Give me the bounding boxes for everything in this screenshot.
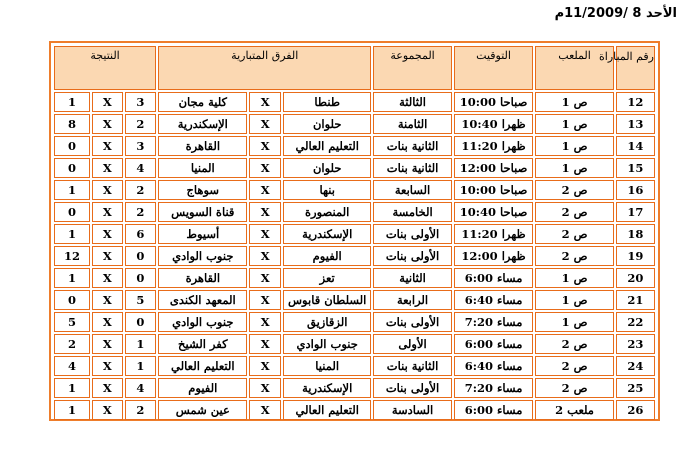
cell-score-a: 5 [125,290,157,310]
table-row [54,114,655,134]
cell-match-no: 19 [616,246,655,266]
cell-field: ص 1 [535,312,613,332]
cell-score-b: 1 [54,400,90,420]
cell-score-a: 6 [125,224,157,244]
cell-score-a: 0 [125,246,157,266]
cell-group: الأولى [373,334,451,354]
cell-score-separator: X [92,136,123,156]
cell-score-b: 8 [54,114,90,134]
cell-match-no: 25 [616,378,655,398]
cell-time: مساء 6:00 [454,334,534,354]
cell-group: الثالثة [373,92,451,112]
cell-time: صباحا 12:00 [454,158,534,178]
cell-score-separator: X [92,180,123,200]
cell-team-a: تعز [283,268,371,288]
cell-versus: X [249,202,281,222]
cell-versus: X [249,400,281,420]
cell-score-b: 0 [54,290,90,310]
cell-team-a: المنصورة [283,202,371,222]
cell-field: ص 2 [535,378,613,398]
header-teams: الفرق المتبارية [158,46,371,90]
match-schedule-table [52,44,657,422]
cell-score-separator: X [92,400,123,420]
cell-score-a: 0 [125,312,157,332]
cell-match-no: 24 [616,356,655,376]
cell-versus: X [249,158,281,178]
cell-team-b: الفيوم [158,378,247,398]
header-result: النتيجة [54,46,156,90]
cell-team-a: التعليم العالي [283,400,371,420]
table-header-row [54,46,655,90]
cell-group: السادسة [373,400,451,420]
header-match-no: رقم المباراة [616,46,655,90]
cell-time: ظهرا 11:20 [454,136,534,156]
cell-versus: X [249,92,281,112]
cell-score-a: 0 [125,268,157,288]
cell-team-a: طنطا [283,92,371,112]
cell-team-b: أسيوط [158,224,247,244]
cell-versus: X [249,334,281,354]
cell-field: ص 1 [535,268,613,288]
cell-field: ص 1 [535,114,613,134]
cell-time: مساء 7:20 [454,312,534,332]
cell-score-separator: X [92,290,123,310]
cell-group: الأولى بنات [373,378,451,398]
table-row [54,378,655,398]
cell-time: مساء 6:40 [454,356,534,376]
cell-field: ص 2 [535,246,613,266]
cell-score-a: 4 [125,378,157,398]
cell-field: ص 2 [535,356,613,376]
cell-team-a: حلوان [283,114,371,134]
cell-team-b: عين شمس [158,400,247,420]
cell-score-separator: X [92,334,123,354]
cell-versus: X [249,114,281,134]
cell-time: صباحا 10:40 [454,202,534,222]
cell-score-a: 1 [125,356,157,376]
cell-score-separator: X [92,158,123,178]
cell-score-b: 1 [54,224,90,244]
table-row [54,180,655,200]
date-line [555,6,677,21]
cell-team-b: سوهاج [158,180,247,200]
cell-team-b: كفر الشيخ [158,334,247,354]
cell-time: مساء 6:00 [454,268,534,288]
header-time: التوقيت [454,46,534,90]
cell-match-no: 13 [616,114,655,134]
cell-match-no: 20 [616,268,655,288]
cell-field: ص 1 [535,158,613,178]
cell-team-b: القاهرة [158,136,247,156]
cell-versus: X [249,224,281,244]
cell-versus: X [249,136,281,156]
cell-team-b: التعليم العالي [158,356,247,376]
cell-match-no: 21 [616,290,655,310]
cell-time: مساء 7:20 [454,378,534,398]
table-row [54,246,655,266]
cell-group: الثانية بنات [373,158,451,178]
cell-time: مساء 6:00 [454,400,534,420]
cell-score-b: 2 [54,334,90,354]
cell-score-a: 1 [125,334,157,354]
table-row [54,290,655,310]
cell-score-separator: X [92,114,123,134]
cell-score-a: 2 [125,202,157,222]
cell-match-no: 26 [616,400,655,420]
table-row [54,312,655,332]
cell-score-separator: X [92,268,123,288]
cell-field: ص 2 [535,334,613,354]
cell-team-b: جنوب الوادي [158,246,247,266]
cell-score-b: 1 [54,268,90,288]
cell-field: ص 2 [535,202,613,222]
cell-score-a: 2 [125,400,157,420]
table-row [54,202,655,222]
table-row [54,224,655,244]
cell-match-no: 23 [616,334,655,354]
cell-group: الأولى بنات [373,312,451,332]
cell-team-a: الزقازيق [283,312,371,332]
cell-match-no: 18 [616,224,655,244]
cell-versus: X [249,312,281,332]
cell-match-no: 12 [616,92,655,112]
cell-group: الرابعة [373,290,451,310]
cell-match-no: 16 [616,180,655,200]
table-row [54,158,655,178]
cell-match-no: 14 [616,136,655,156]
cell-field: ص 2 [535,180,613,200]
cell-score-b: 0 [54,136,90,156]
cell-score-separator: X [92,356,123,376]
cell-team-b: الإسكندرية [158,114,247,134]
header-field: الملعب [535,46,613,90]
cell-team-b: القاهرة [158,268,247,288]
table-row [54,400,655,420]
cell-score-separator: X [92,224,123,244]
table-row [54,92,655,112]
table-row [54,334,655,354]
cell-score-separator: X [92,378,123,398]
cell-score-a: 2 [125,114,157,134]
cell-group: الثانية بنات [373,136,451,156]
cell-team-a: السلطان قابوس [283,290,371,310]
date-value: 8 /11/2009م [554,6,642,21]
cell-time: ظهرا 10:40 [454,114,534,134]
cell-group: الثامنة [373,114,451,134]
cell-group: الخامسة [373,202,451,222]
cell-time: صباحا 10:00 [454,92,534,112]
cell-field: ص 2 [535,224,613,244]
cell-team-a: الإسكندرية [283,224,371,244]
cell-group: الأولى بنات [373,246,451,266]
cell-time: مساء 6:40 [454,290,534,310]
cell-time: صباحا 10:00 [454,180,534,200]
cell-team-a: جنوب الوادي [283,334,371,354]
cell-score-separator: X [92,246,123,266]
cell-versus: X [249,378,281,398]
cell-team-a: التعليم العالي [283,136,371,156]
cell-versus: X [249,268,281,288]
cell-time: ظهرا 12:00 [454,246,534,266]
cell-score-b: 12 [54,246,90,266]
cell-score-a: 2 [125,180,157,200]
cell-group: الثانية بنات [373,356,451,376]
cell-group: السابعة [373,180,451,200]
cell-match-no: 17 [616,202,655,222]
cell-score-b: 5 [54,312,90,332]
cell-score-a: 3 [125,136,157,156]
cell-team-b: قناة السويس [158,202,247,222]
cell-versus: X [249,290,281,310]
cell-group: الأولى بنات [373,224,451,244]
table-row [54,136,655,156]
table-row [54,356,655,376]
table-row [54,268,655,288]
cell-match-no: 22 [616,312,655,332]
cell-time: ظهرا 11:20 [454,224,534,244]
cell-score-b: 0 [54,202,90,222]
date-day: الأحد [645,6,677,21]
header-group: المجموعة [373,46,451,90]
cell-field: ص 1 [535,136,613,156]
cell-score-separator: X [92,312,123,332]
cell-team-b: المنيا [158,158,247,178]
cell-team-b: المعهد الكندى [158,290,247,310]
cell-score-separator: X [92,202,123,222]
cell-group: الثانية [373,268,451,288]
cell-field: ملعب 2 [535,400,613,420]
cell-versus: X [249,356,281,376]
cell-score-a: 4 [125,158,157,178]
cell-match-no: 15 [616,158,655,178]
cell-score-b: 1 [54,92,90,112]
cell-versus: X [249,246,281,266]
cell-versus: X [249,180,281,200]
cell-score-separator: X [92,92,123,112]
cell-team-a: الفيوم [283,246,371,266]
cell-field: ص 1 [535,92,613,112]
cell-team-a: المنيا [283,356,371,376]
cell-team-b: جنوب الوادي [158,312,247,332]
cell-score-b: 4 [54,356,90,376]
cell-score-a: 3 [125,92,157,112]
cell-score-b: 1 [54,378,90,398]
cell-team-b: كلية مجان [158,92,247,112]
cell-team-a: بنها [283,180,371,200]
cell-score-b: 0 [54,158,90,178]
cell-field: ص 1 [535,290,613,310]
cell-score-b: 1 [54,180,90,200]
cell-team-a: حلوان [283,158,371,178]
cell-team-a: الإسكندرية [283,378,371,398]
